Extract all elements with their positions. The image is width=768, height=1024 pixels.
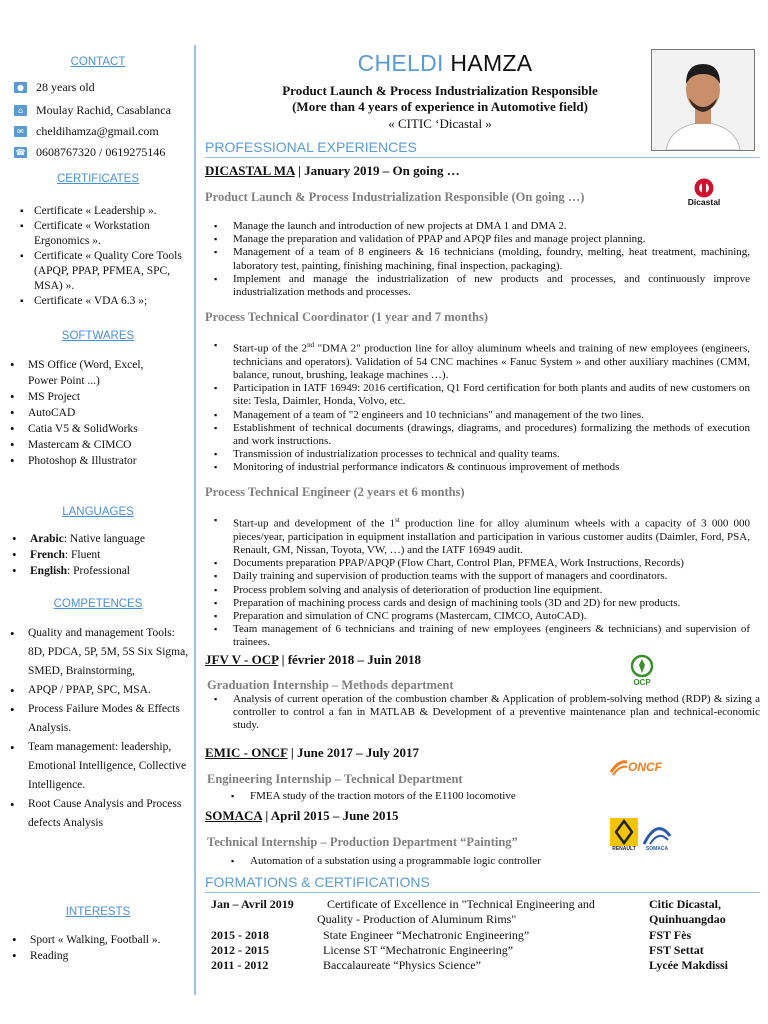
dicastal-logo <box>680 177 728 207</box>
list-item: ▪ FMEA study of the traction motors of the E1100 locomotive <box>222 790 762 803</box>
job-period: | April 2015 – June 2015 <box>262 808 399 823</box>
list-item: • MS Office (Word, Excel, Power Point ...) <box>0 357 175 389</box>
formation-org: Citic Dicastal, <box>649 897 721 911</box>
role-title: Process Technical Coordinator (1 year and 7 months) <box>205 310 488 324</box>
role-bullets <box>205 220 750 299</box>
list-item: ▪ Certificate « Workstation Ergonomics ». <box>12 219 182 249</box>
experience-summary: (More than 4 years of experience in Automotive field) <box>292 99 588 114</box>
contact-location <box>14 103 171 118</box>
list-item: • Sport « Walking, Football ». <box>2 932 187 948</box>
dicastal-logo-mark <box>692 177 716 199</box>
location-icon: ⌂ <box>14 105 27 116</box>
language-name: French <box>30 549 65 561</box>
experiences-heading: PROFESSIONAL EXPERIENCES <box>205 139 417 155</box>
list-item: ▪ Certificate « Quality Core Tools (APQP, PPAP, PFMEA, SPC, MSA) ». <box>12 249 182 294</box>
competences-heading: COMPETENCES <box>53 598 143 610</box>
role-bullets <box>205 339 750 475</box>
language-name: Arabic <box>30 533 64 545</box>
email-link[interactable]: cheldihamza@gmail.com <box>36 124 159 138</box>
list-item: ▪ Analysis of current operation of the combustion chamber & Application of problem-solving method (RDP) & sizing a controller to control a fan in MATLAB & Development of a preventive maintenance plan and technical-economic study. <box>205 693 760 733</box>
list-item: ▪ Transmission of industrialization processes to technical and quality teams. <box>205 448 750 461</box>
role-title: Technical Internship – Production Department “Painting” <box>207 835 518 849</box>
company-name: DICASTAL MA <box>205 163 295 178</box>
somaca-logo-text: SOMACA <box>645 846 669 852</box>
job-somaca-title <box>205 808 399 824</box>
location-text: Moulay Rachid, Casablanca <box>36 103 171 117</box>
person-icon: ● <box>14 82 27 93</box>
list-item: ▪ Implement and manage the industrialization of new products and processes, and continuously improve industrialization methods and processes. <box>205 273 750 299</box>
renault-logo-text: RENAULT <box>612 846 636 852</box>
list-item: ▪ Process problem solving and analysis of deterioration of production line equipment. <box>205 584 750 597</box>
certificates-list <box>12 204 182 309</box>
renault-logo-mark <box>610 818 638 846</box>
candidate-name <box>300 50 590 77</box>
job-period: | January 2019 – On going … <box>294 163 460 178</box>
list-item: • Reading <box>2 948 187 964</box>
list-item: ▪ Participation in IATF 16949: 2016 certification, Q1 Ford certification for both plants and audits of new customers on site: Tesla, Daimler, Honda, Volvo, etc. <box>205 382 750 408</box>
list-item: • Process Failure Modes & Effects Analysis. <box>0 700 192 738</box>
list-item: ▪ Preparation of machining process cards and design of machining tools (3D and 2D) for new products. <box>205 597 750 610</box>
oncf-logo <box>610 758 676 776</box>
formation-row <box>205 897 765 913</box>
formation-label: License ST “Mechatronic Engineering” <box>323 943 514 957</box>
profile-photo <box>651 49 755 151</box>
phone-icon: ☎ <box>15 148 26 157</box>
formation-row <box>205 943 765 959</box>
email-icon: ✉ <box>14 126 27 137</box>
headline: Product Launch & Process Industrialization Responsible <box>282 83 598 98</box>
list-item: ▪ Manage the preparation and validation of PPAP and APQP files and manage project planning. <box>205 233 750 246</box>
phone-text: 0608767320 / 0619275146 <box>36 145 166 159</box>
list-item: ▪ Automation of a substation using a programmable logic controller <box>222 855 622 868</box>
job-dicastal-title <box>205 163 460 179</box>
contact-age <box>14 80 95 95</box>
first-name: CHELDI <box>357 50 444 76</box>
list-item: ▪ Certificate « Leadership ». <box>12 204 182 219</box>
job-ocp-title <box>205 652 421 668</box>
list-item: ▪ Monitoring of industrial performance indicators & continuous improvement of methods <box>205 461 750 474</box>
list-item: ▪ Documents preparation PPAP/APQP (Flow Chart, Control Plan, PFMEA, Work Instructions, Records) <box>205 557 750 570</box>
list-item: ▪ Management of a team of 8 engineers & 16 technicians (molding, foundry, melting, heat treatment, machining, laboratory test, painting, finishing machining, final inspection, packaging). <box>205 246 750 272</box>
current-employer: « CITIC ‘Dicastal » <box>388 116 492 131</box>
formation-row <box>205 928 765 944</box>
interests-heading: INTERESTS <box>65 906 131 918</box>
role-bullets <box>205 514 750 650</box>
formation-label: State Engineer “Mechatronic Engineering” <box>323 928 530 942</box>
contact-phone <box>14 145 165 160</box>
list-item: • Mastercam & CIMCO <box>0 437 175 453</box>
renault-somaca-logo <box>610 818 680 852</box>
job-period: | June 2017 – July 2017 <box>287 745 420 760</box>
last-name: HAMZA <box>450 50 533 76</box>
role-title: Product Launch & Process Industrialization Responsible (On going …) <box>205 190 585 204</box>
formations-heading: FORMATIONS & CERTIFICATIONS <box>205 874 430 890</box>
list-item: • Root Cause Analysis and Process defects Analysis <box>0 795 192 833</box>
list-item: ▪ Start-up of the 2nd "DMA 2" production line for alloy aluminum wheels and training of new employees (engineers, technicians and operators). Validation of 54 CNC machines « Fanuc System » and other auxiliary machines (CMM, balance, runout, brushing, leakage machines …). <box>205 339 750 382</box>
sidebar-divider <box>194 45 196 995</box>
language-item <box>2 531 187 547</box>
company-name: EMIC - ONCF <box>205 745 288 760</box>
list-item: ▪ Manage the launch and introduction of new projects at DMA 1 and DMA 2. <box>205 220 750 233</box>
competences-list <box>0 624 192 833</box>
list-item: • Catia V5 & SolidWorks <box>0 421 175 437</box>
company-name: SOMACA <box>205 808 263 823</box>
sidebar <box>0 0 194 1024</box>
formation-label: Certificate of Excellence in "Technical Engineering and <box>327 897 595 911</box>
languages-list <box>2 531 187 579</box>
formation-year: Jan – Avril 2019 <box>211 897 294 911</box>
oncf-logo-mark <box>610 758 628 776</box>
language-item <box>2 563 187 579</box>
language-level: : Fluent <box>64 549 101 561</box>
oncf-logo-text: ONCF <box>628 760 662 774</box>
list-item: • Team management: leadership, Emotional Intelligence, Collective Intelligence. <box>0 738 192 795</box>
formation-org: FST Settat <box>649 943 704 957</box>
softwares-list <box>0 357 175 469</box>
list-item: • APQP / PPAP, SPC, MSA. <box>0 681 192 700</box>
role-title: Graduation Internship – Methods department <box>207 678 454 692</box>
languages-heading: LANGUAGES <box>62 506 134 518</box>
softwares-heading: SOFTWARES <box>61 330 135 342</box>
language-item <box>2 547 187 563</box>
job-oncf-title <box>205 745 419 761</box>
contact-email <box>14 124 159 139</box>
formation-year: 2011 - 2012 <box>211 958 269 972</box>
somaca-logo <box>642 824 672 852</box>
ocp-logo-text: OCP <box>633 678 651 687</box>
language-level: : Professional <box>67 565 131 577</box>
list-item: ▪ Preparation and simulation of CNC programs (Mastercam, CIMCO, AutoCAD). <box>205 610 750 623</box>
section-rule <box>205 157 760 158</box>
section-rule <box>205 892 760 893</box>
role-bullets <box>222 855 622 868</box>
list-item: ▪ Team management of 6 technicians and training of new employees (engineers & technicians) and supervision of trainees. <box>205 623 750 649</box>
formation-row <box>205 958 765 974</box>
list-item: ▪ Establishment of technical documents (drawings, diagrams, and procedures) formalizing the methods of execution and work instructions. <box>205 422 750 448</box>
role-bullets <box>222 790 762 803</box>
dicastal-logo-text: Dicastal <box>687 197 721 207</box>
company-name: JFV V - OCP <box>205 652 279 667</box>
formation-year: 2015 - 2018 <box>211 928 269 942</box>
formation-row <box>205 912 765 928</box>
list-item: ▪ Certificate « VDA 6.3 »; <box>12 294 182 309</box>
somaca-logo-mark <box>642 824 672 846</box>
role-title: Engineering Internship – Technical Department <box>207 772 463 786</box>
formation-org: FST Fès <box>649 928 692 942</box>
language-level: : Native language <box>63 533 145 545</box>
contact-heading: CONTACT <box>70 56 126 68</box>
age-text: 28 years old <box>36 80 95 94</box>
formation-label: Quality - Production of Aluminum Rims" <box>317 912 517 926</box>
formation-org: Quinhuangdao <box>649 912 726 926</box>
formation-org: Lycée Makdissi <box>649 958 729 972</box>
role-bullets <box>205 693 760 733</box>
ocp-logo-mark <box>627 654 657 678</box>
formation-label: Baccalaureate “Physics Science” <box>323 958 481 972</box>
list-item: • Photoshop & Illustrator <box>0 453 175 469</box>
list-item: ▪ Start-up and development of the 1st production line for alloy aluminum wheels with a capacity of 3 000 000 pieces/year, participation in equipment installation and participation in various customer audits (Daimler, Ford, PSA, Renault, GM, Nissan, Toyota, VW, …) and the IATF 16949 audit. <box>205 514 750 557</box>
list-item: ▪ Management of a team of "2 engineers and 10 technicians" and management of the two lines. <box>205 409 750 422</box>
renault-logo <box>610 818 638 852</box>
list-item: • MS Project <box>0 389 175 405</box>
formation-year: 2012 - 2015 <box>211 943 269 957</box>
language-name: English <box>30 565 68 577</box>
certificates-heading: CERTIFICATES <box>57 173 139 185</box>
list-item: • Quality and management Tools: 8D, PDCA, 5P, 5M, 5S Six Sigma, SMED, Brainstorming, <box>0 624 192 681</box>
job-period: | février 2018 – Juin 2018 <box>278 652 422 667</box>
ocp-logo <box>618 654 666 687</box>
list-item: ▪ Daily training and supervision of production teams with the support of managers and coordinators. <box>205 570 750 583</box>
list-item: • AutoCAD <box>0 405 175 421</box>
role-title: Process Technical Engineer (2 years et 6 months) <box>205 485 465 499</box>
interests-list <box>2 932 187 964</box>
